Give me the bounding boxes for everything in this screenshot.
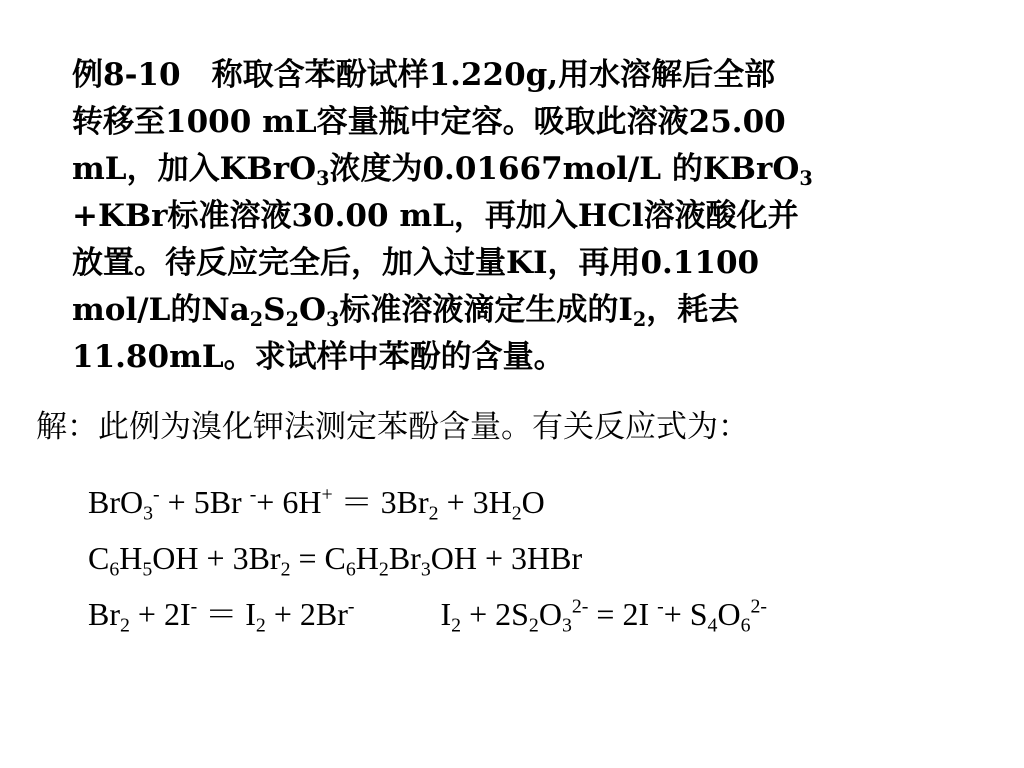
text-run: O	[538, 596, 562, 632]
text-run: 浓度为0.01667mol/L 的KBrO	[329, 151, 800, 187]
text-run: ＝ I	[197, 596, 256, 632]
subscript: 2	[511, 502, 522, 525]
equation-iodine-thiosulfate	[440, 586, 767, 642]
subscript: 6	[740, 614, 751, 637]
text-run: Br	[388, 540, 421, 576]
text-run: 例8-10 称取含苯酚试样1.220g,用水溶解后全部	[72, 57, 776, 93]
text-run: ，耗去	[646, 292, 740, 328]
text-run: mL，加入KBrO	[72, 151, 317, 187]
subscript: 2	[378, 558, 389, 581]
text-run: I	[440, 596, 452, 632]
text-run: + 2S	[461, 596, 529, 632]
subscript: 3	[561, 614, 572, 637]
text-run: 标准溶液滴定生成的I	[339, 292, 633, 328]
superscript: 2-	[750, 595, 768, 618]
subscript: 2	[451, 614, 462, 637]
superscript: 2-	[571, 595, 589, 618]
superscript: +	[321, 483, 333, 506]
subscript: 3	[143, 502, 154, 525]
subscript: 5	[142, 558, 153, 581]
subscript: 2	[528, 614, 539, 637]
text-run: + 2I	[129, 596, 191, 632]
problem-statement	[72, 52, 932, 381]
text-run: +KBr标准溶液30.00 mL，再加入HCl溶液酸化并	[72, 198, 799, 234]
text-run: C	[88, 540, 110, 576]
text-run: BrO	[88, 484, 144, 520]
subscript: 3	[420, 558, 431, 581]
solution-intro-text: 解：此例为溴化钾法测定苯酚含量。有关反应式为：	[36, 409, 749, 445]
problem-line-3	[72, 146, 932, 193]
solution-intro	[36, 404, 749, 451]
text-run: O	[521, 484, 545, 520]
subscript: 2	[632, 308, 647, 332]
text-run: + 6H	[256, 484, 322, 520]
subscript: 6	[345, 558, 356, 581]
equation-row-iodine	[88, 586, 767, 642]
text-run: OH + 3Br	[152, 540, 281, 576]
text-run: H	[119, 540, 143, 576]
text-run: O	[298, 292, 326, 328]
subscript: 4	[707, 614, 718, 637]
text-run: + 3H	[438, 484, 512, 520]
problem-line-4	[72, 193, 932, 240]
subscript: 2	[285, 308, 299, 332]
text-run: 放置。待反应完全后，加入过量KI，再用0.1100	[72, 245, 760, 281]
subscript: 3	[799, 167, 813, 191]
subscript: 2	[255, 614, 266, 637]
problem-line-1	[72, 52, 932, 99]
text-run: = 2I	[588, 596, 658, 632]
problem-line-7	[72, 334, 932, 381]
superscript: -	[347, 595, 355, 618]
text-run: + 2Br	[265, 596, 348, 632]
equation-phenol-bromination	[88, 530, 767, 586]
problem-line-2	[72, 99, 932, 146]
superscript: -	[153, 483, 160, 506]
text-run: OH + 3HBr	[430, 540, 583, 576]
text-run: + S	[663, 596, 708, 632]
subscript: 2	[428, 502, 439, 525]
superscript: -	[190, 595, 198, 618]
superscript: -	[657, 595, 664, 618]
problem-line-5	[72, 240, 932, 287]
text-run: O	[717, 596, 741, 632]
subscript: 2	[120, 614, 130, 637]
text-run: S	[263, 292, 286, 328]
reaction-equations	[88, 474, 767, 642]
text-run: mol/L的Na	[72, 292, 250, 328]
subscript: 3	[325, 308, 340, 332]
subscript: 2	[249, 308, 264, 332]
text-run: H	[355, 540, 379, 576]
text-run: + 5Br	[159, 484, 250, 520]
problem-line-6	[72, 287, 932, 334]
text-run: = C	[290, 540, 346, 576]
text-run: ＝ 3Br	[332, 484, 429, 520]
text-run: 转移至1000 mL容量瓶中定容。吸取此溶液25.00	[72, 104, 786, 140]
text-run: Br	[88, 596, 120, 632]
equation-bromine-iodide	[88, 586, 354, 642]
subscript: 6	[109, 558, 120, 581]
subscript: 3	[316, 167, 330, 191]
subscript: 2	[280, 558, 291, 581]
text-run: 11.80mL。求试样中苯酚的含量。	[72, 339, 565, 375]
equation-bromate-bromide	[88, 474, 767, 530]
superscript: -	[249, 483, 257, 506]
